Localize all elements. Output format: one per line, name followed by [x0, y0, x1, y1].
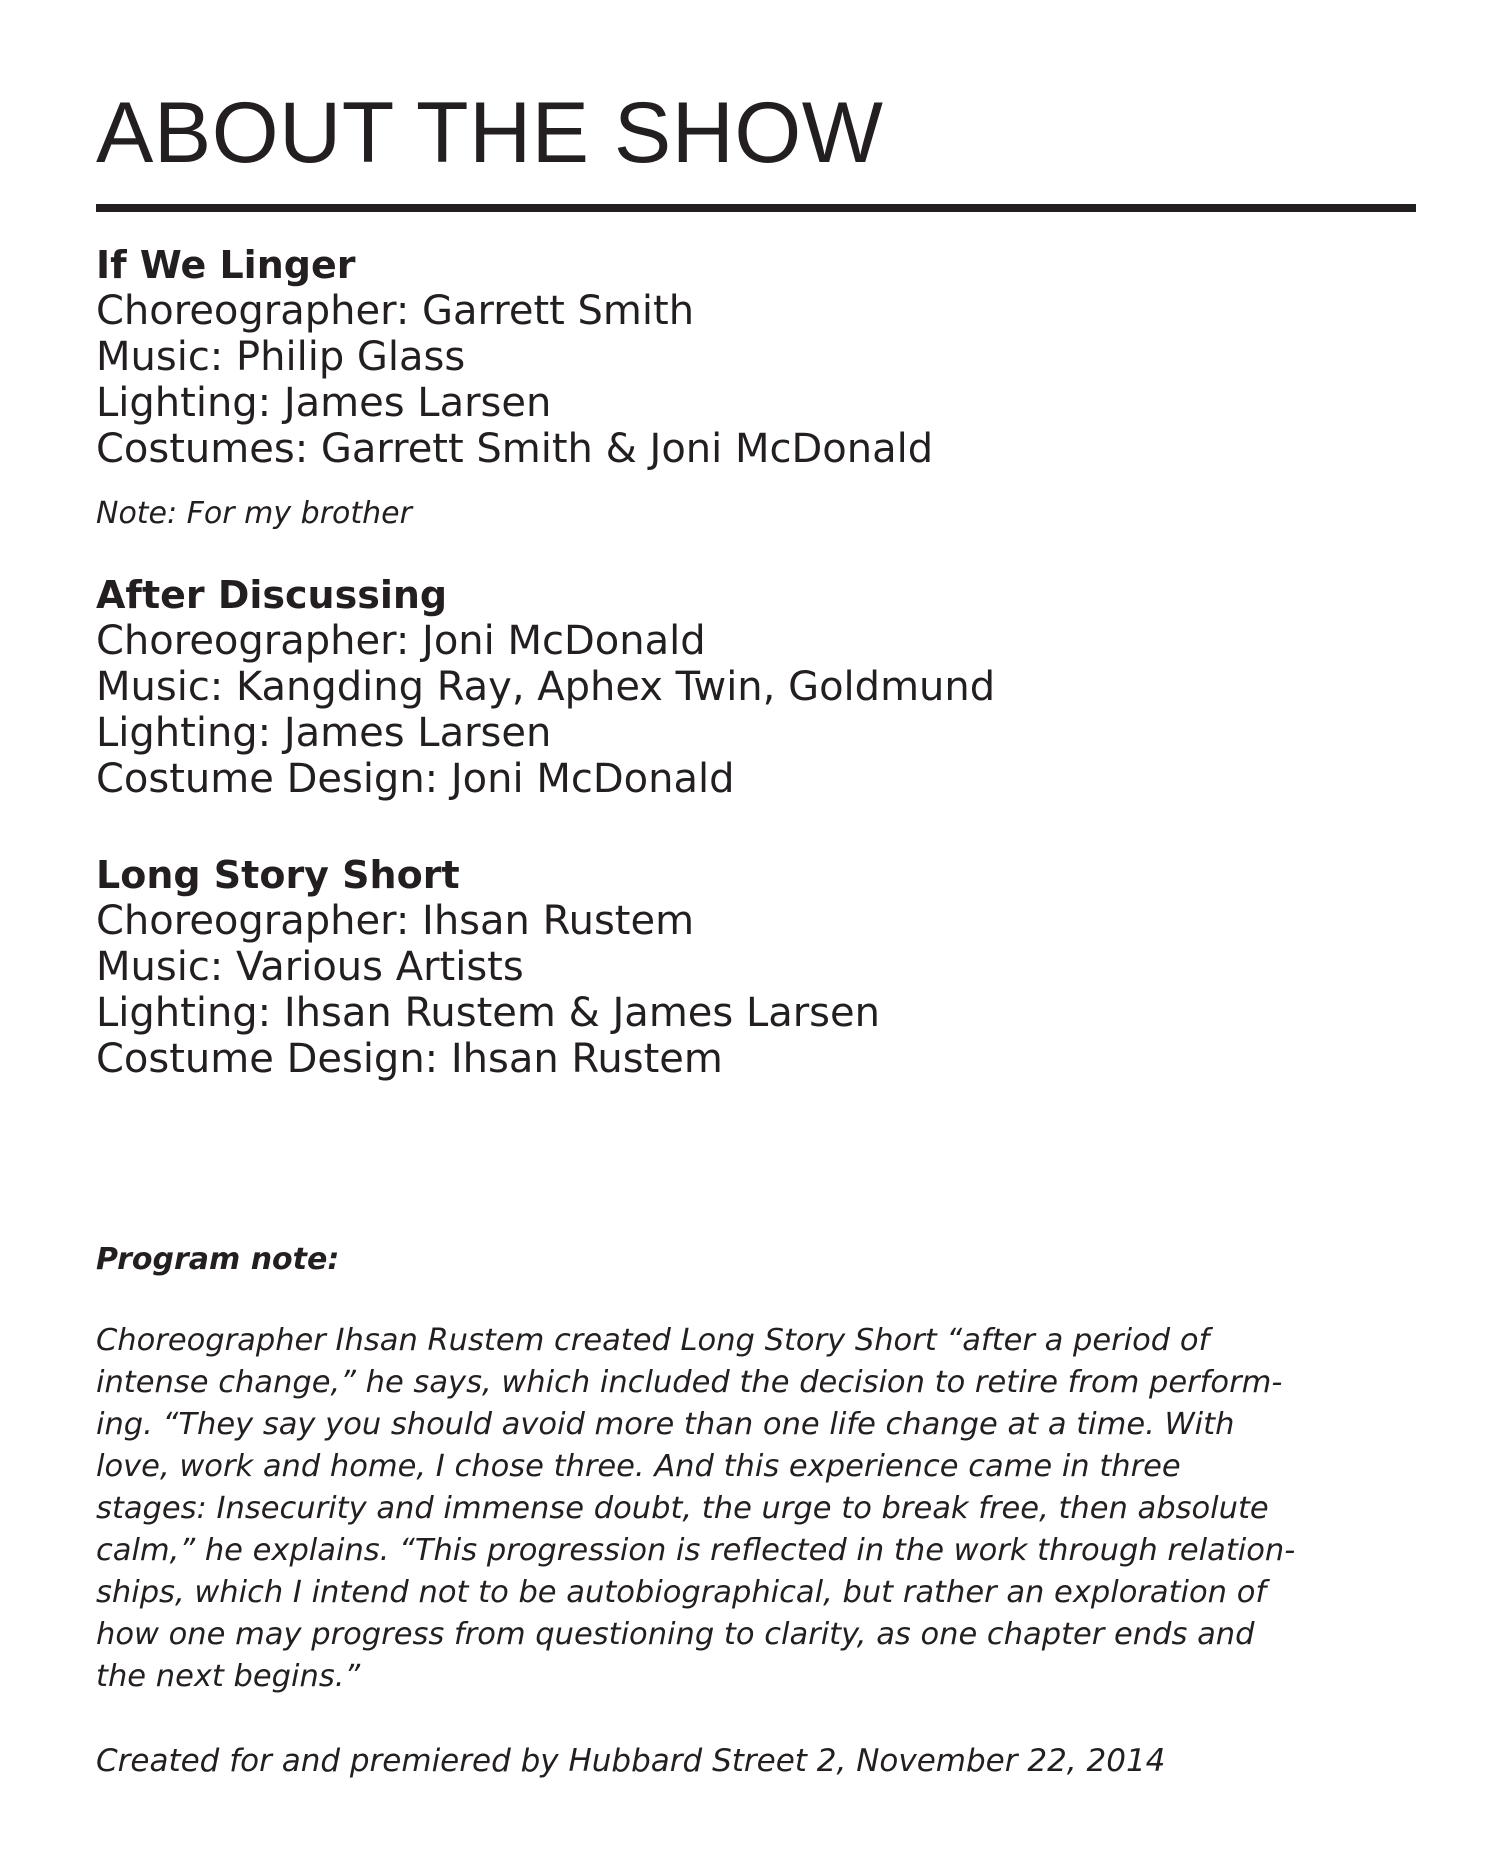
credit-music: Music: Philip Glass [96, 334, 466, 380]
credit-lighting: Lighting: James Larsen [96, 710, 552, 756]
program-note-line: love, work and home, I chose three. And this experience came in three [96, 1449, 1181, 1484]
program-note [96, 1240, 1426, 1813]
program-note-line: the next begins.” [96, 1659, 361, 1694]
piece-long-story-short [96, 852, 1416, 1082]
program-note-label: Program note: [96, 1242, 340, 1277]
program-note-line: how one may progress from questioning to clarity, as one chapter ends and [96, 1617, 1255, 1652]
credit-choreographer: Choreographer: Joni McDonald [96, 618, 706, 664]
credit-lighting: Lighting: James Larsen [96, 380, 552, 426]
program-note-line: ing. “They say you should avoid more than one life change at a time. With [96, 1407, 1235, 1442]
title-divider [96, 204, 1416, 212]
piece-if-we-linger [96, 242, 1416, 534]
piece-title: If We Linger [96, 243, 356, 287]
premiere-line: Created for and premiered by Hubbard Street 2, November 22, 2014 [96, 1743, 1166, 1779]
credit-music: Music: Kangding Ray, Aphex Twin, Goldmund [96, 664, 996, 710]
program-note-line: Choreographer Ihsan Rustem created Long Story Short “after a period of [96, 1323, 1210, 1358]
credit-choreographer: Choreographer: Ihsan Rustem [96, 898, 695, 944]
credit-music: Music: Various Artists [96, 944, 524, 990]
credit-costume-design: Costume Design: Ihsan Rustem [96, 1036, 723, 1082]
piece-note: Note: For my brother [96, 496, 412, 531]
credit-choreographer: Choreographer: Garrett Smith [96, 288, 695, 334]
program-note-body [96, 1320, 1426, 1698]
page-title: ABOUT THE SHOW [96, 85, 884, 181]
credit-costume-design: Costume Design: Joni McDonald [96, 756, 735, 802]
credit-costumes: Costumes: Garrett Smith & Joni McDonald [96, 426, 934, 472]
piece-title: Long Story Short [96, 853, 460, 897]
program-note-line: ships, which I intend not to be autobiographical, but rather an exploration of [96, 1575, 1267, 1610]
program-note-line: stages: Insecurity and immense doubt, the urge to break free, then absolute [96, 1491, 1269, 1526]
show-credits-page [96, 85, 1416, 1082]
credit-lighting: Lighting: Ihsan Rustem & James Larsen [96, 990, 880, 1036]
piece-title: After Discussing [96, 573, 448, 617]
program-note-line: intense change,” he says, which included the decision to retire from perform- [96, 1365, 1283, 1400]
program-note-line: calm,” he explains. “This progression is reflected in the work through relation- [96, 1533, 1296, 1568]
piece-after-discussing [96, 572, 1416, 802]
